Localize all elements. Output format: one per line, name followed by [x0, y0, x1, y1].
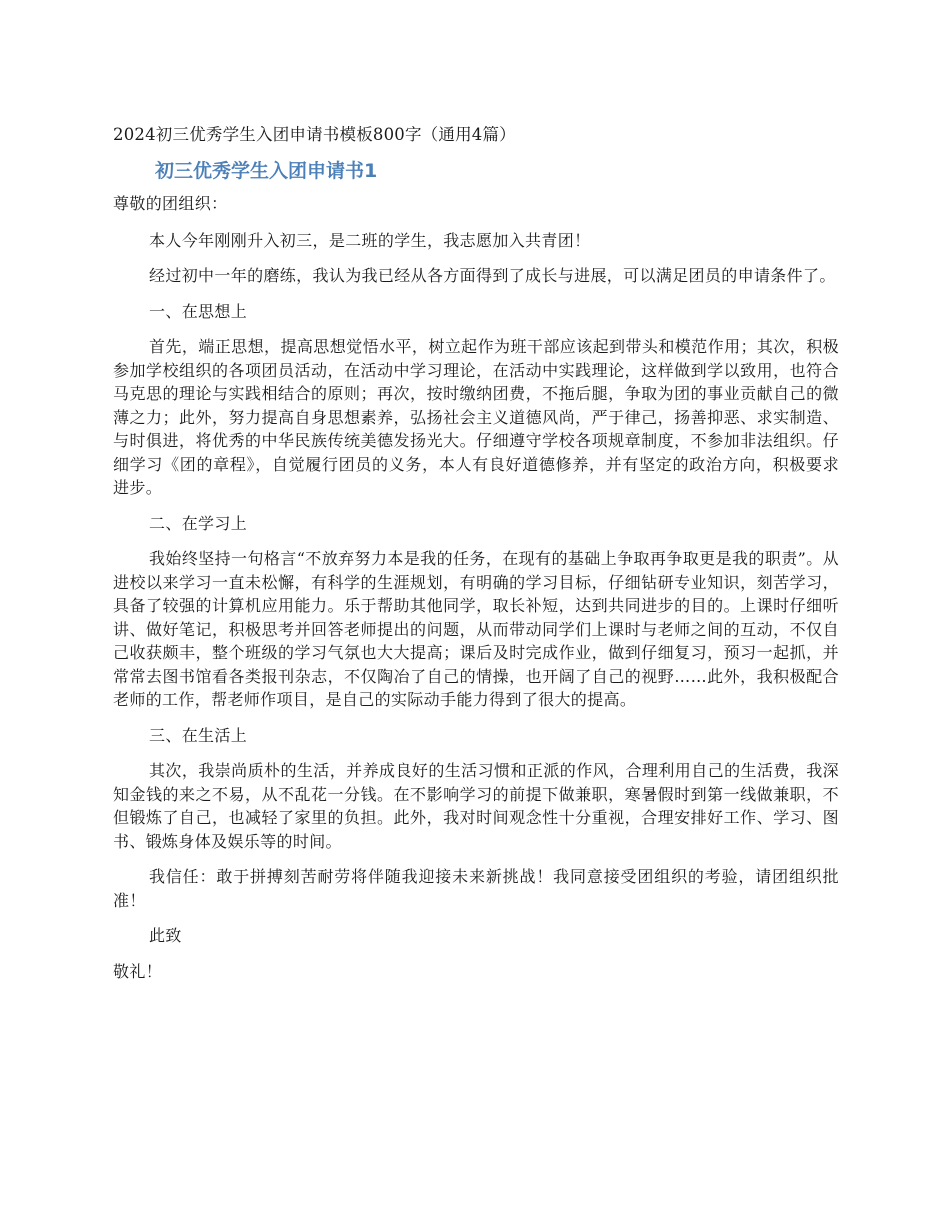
subheading-thought: 一、在思想上 — [149, 301, 248, 321]
paragraph-thought: 首先，端正思想，提高思想觉悟水平，树立起作为班干部应该起到带头和模范作用；其次，积极参加学校组织的各项团员活动，在活动中学习理论，在活动中实践理论，这样做到学以致用，也符合马克思的理论与实践相结合的原则；再次，按时缴纳团费，不拖后腿，争取为团的事业贡献自己的微薄之力；此外，努力提高自身思想素养，弘扬社会主义道德风尚，严于律己，扬善抑恶、求实制造、与时俱进，将优秀的中华民族传统美德发扬光大。仔细遵守学校各项规章制度，不参加非法组织。仔细学习《团的章程》，自觉履行团员的义务，本人有良好道德修养，并有坚定的政治方向，积极要求进步。 — [113, 337, 839, 497]
paragraph-intro: 本人今年刚刚升入初三，是二班的学生，我志愿加入共青团！ — [149, 230, 591, 250]
closing-phrase: 此致 — [149, 926, 182, 945]
closing-salute: 敬礼！ — [113, 961, 163, 981]
salutation: 尊敬的团组织： — [113, 194, 228, 213]
paragraph-life: 其次，我崇尚质朴的生活，并养成良好的生活习惯和正派的作风，合理利用自己的生活费，我深知金钱的来之不易，从不乱花一分钱。在不影响学习的前提下做兼职，寒暑假时到第一线做兼职，不但锻炼了自己，也减轻了家里的负担。此外，我对时间观念性十分重视，合理安排好工作、学习、图书、锻炼身体及娱乐等的时间。 — [113, 761, 839, 851]
section-heading: 初三优秀学生入团申请书1 — [155, 160, 378, 182]
document-page — [113, 122, 839, 995]
paragraph-study: 我始终坚持一句格言“不放弃努力本是我的任务，在现有的基础上争取再争取更是我的职责”。从进校以来学习一直未松懈，有科学的生涯规划，有明确的学习目标，仔细钻研专业知识，刻苦学习，具备了较强的计算机应用能力。乐于帮助其他同学，取长补短，达到共同进步的目的。上课时仔细听讲、做好笔记，积极思考并回答老师提出的问题，从而带动同学们上课时与老师之间的互动，不仅自己收获颇丰，整个班级的学习气氛也大大提高；课后及时完成作业，做到仔细复习，预习一起抓，并常常去图书馆看各类报刊杂志，不仅陶冶了自己的情操，也开阔了自己的视野……此外，我积极配合老师的工作，帮老师作项目，是自己的实际动手能力得到了很大的提高。 — [113, 549, 839, 709]
subheading-life: 三、在生活上 — [149, 725, 248, 745]
paragraph-qualification: 经过初中一年的磨练，我认为我已经从各方面得到了成长与进展，可以满足团员的申请条件了。 — [149, 266, 836, 285]
paragraph-pledge: 我信任：敢于拼搏刻苦耐劳将伴随我迎接未来新挑战！我同意接受团组织的考验，请团组织批准！ — [113, 867, 839, 910]
subheading-study: 二、在学习上 — [149, 513, 248, 533]
document-title: 2024初三优秀学生入团申请书模板800字（通用4篇） — [113, 125, 516, 144]
